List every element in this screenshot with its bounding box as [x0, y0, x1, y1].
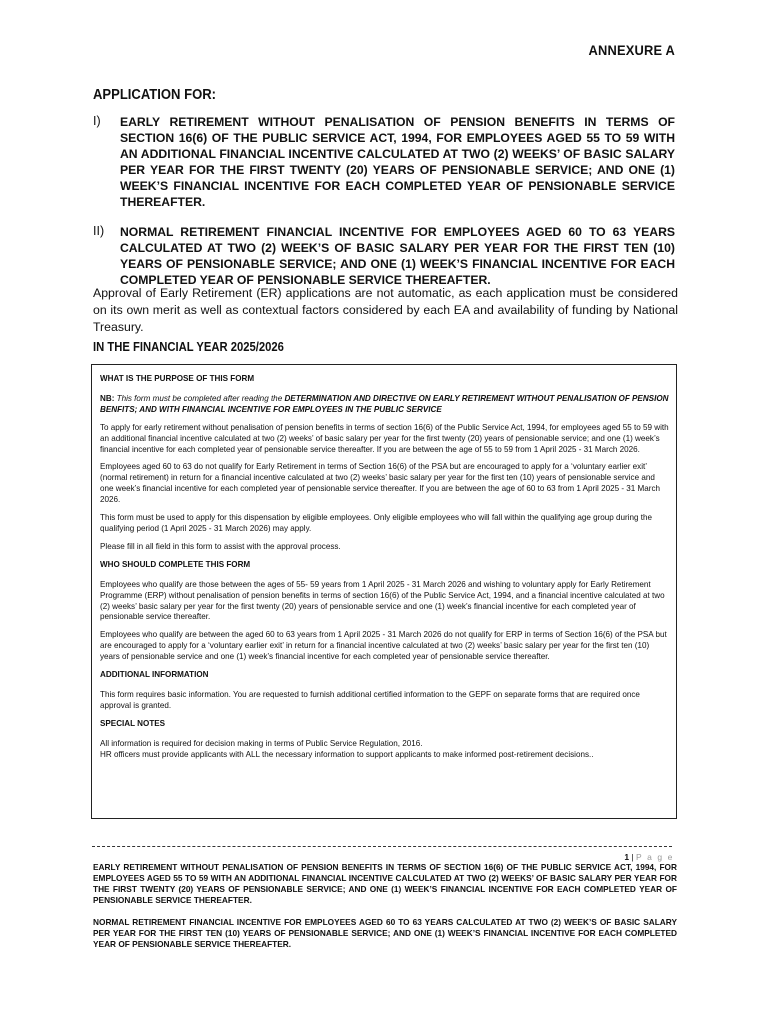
special-note-1: All information is required for decision making in terms of Public Service Regulation, 2016.	[100, 738, 423, 748]
who-paragraph-2: Employees who qualify are between the aged 60 to 63 years from 1 April 2025 - 31 March 2026 do not qualify for ERP in terms of Section 16(6) of the PSA but are encouraged to apply for a ‘voluntary earlier exit’ in return for a financial incentive calculated at two (2) weeks’ basic salary per year for the first ten (10) years of pensionable service and one (1) week’s financial incentive for each completed year of pensionable service thereafter.	[100, 630, 667, 662]
footer-paragraph-2: NORMAL RETIREMENT FINANCIAL INCENTIVE FOR EMPLOYEES AGED 60 TO 63 YEARS CALCULATED AT TWO (2) WEEK’S OF BASIC SALARY PER YEAR FOR THE FIRST TEN (10) YEARS OF PENSIONABLE SERVICE; AND ONE (1) WEEK’S FINANCIAL INCENTIVE FOR EACH COMPLETED YEAR OF PENSIONABLE SERVICE THEREAFTER.	[93, 917, 677, 949]
nb-text: This form must be completed after reading the	[114, 393, 285, 403]
page-number-value: 1	[624, 852, 630, 862]
item-number: II)	[93, 224, 105, 238]
form-purpose-box	[91, 364, 677, 819]
item-text: EARLY RETIREMENT WITHOUT PENALISATION OF PENSION BENEFITS IN TERMS OF SECTION 16(6) OF THE PUBLIC SERVICE ACT, 1994, FOR EMPLOYEES AGED 55 TO 59 WITH AN ADDITIONAL FINANCIAL INCENTIVE CALCULATED AT TWO (2) WEEKS’ OF BASIC SALARY PER YEAR FOR THE FIRST TWENTY (20) YEARS OF PENSIONABLE SERVICE; AND ONE (1) WEEK’S FINANCIAL INCENTIVE FOR EACH COMPLETED YEAR OF PENSIONABLE SERVICE THEREAFTER.	[120, 115, 675, 209]
purpose-heading: WHAT IS THE PURPOSE OF THIS FORM	[100, 374, 255, 383]
nb-emphasis: DETERMINATION AND DIRECTIVE ON EARLY RETIREMENT WITHOUT PENALISATION OF PENSION BENFITS; AND WITH FINANCIAL INCENTIVE FOR EMPLOYEES IN THE PUBLIC SERVICE	[100, 393, 669, 414]
footer-divider	[92, 846, 672, 847]
page-word: P a g e	[636, 852, 674, 862]
who-paragraph-1: Employees who qualify are those between the ages of 55- 59 years from 1 April 2025 - 31 March 2026 and wishing to voluntary apply for Early Retirement Programme (ERP) without penalisation of pension benefits in terms of section 16(6) of the Public Service Act, 1994, and a financial incentive calculated at two (2) weeks’ basic salary per year for the first twenty (20) years of pensionable service and one (1) week’s financial incentive for each completed year of pensionable service thereafter.	[100, 579, 665, 622]
purpose-paragraph-2: Employees aged 60 to 63 do not qualify for Early Retirement in terms of Section 16(6) of the PSA but are encouraged to apply for a ‘voluntary earlier exit’ (normal retirement) in return for a financial incentive calculated at two (2) weeks’ basic salary per year for the first ten (10) years of pensionable service and one week’s financial incentive for each completed year of pensionable service thereafter. If you are between the age of 60 to 63 from 1 April 2025 - 31 March 2026.	[100, 462, 661, 505]
approval-note: Approval of Early Retirement (ER) applications are not automatic, as each application must be considered on its own merit as well as contextual factors considered by each EA and availability of funding by National Treasury.	[93, 286, 678, 334]
page-number	[624, 852, 674, 862]
footer-text	[93, 862, 677, 961]
financial-year-heading: IN THE FINANCIAL YEAR 2025/2026	[93, 340, 284, 354]
application-item-normal-retirement	[93, 224, 675, 288]
purpose-paragraph-4: Please fill in all field in this form to assist with the approval process.	[100, 541, 341, 551]
nb-label: NB:	[100, 393, 115, 403]
item-number: I)	[93, 114, 101, 128]
application-heading: APPLICATION FOR:	[93, 87, 217, 103]
who-heading: WHO SHOULD COMPLETE THIS FORM	[100, 559, 251, 569]
purpose-paragraph-1: To apply for early retirement without penalisation of pension benefits in terms of section 16(6) of the Public Service Act, 1994, for employees aged 55 to 59 with an additional financial incentive calculated at two (2) weeks’ of basic salary per year for the first twenty (20) years of pensionable service; and one (1) week’s financial incentive for each completed year of pensionable service thereafter. If you are between the age of 55 to 59 from 1 April 2025 - 31 March 2026.	[100, 422, 669, 454]
footer-paragraph-1: EARLY RETIREMENT WITHOUT PENALISATION OF PENSION BENEFITS IN TERMS OF SECTION 16(6) OF THE PUBLIC SERVICE ACT, 1994, FOR EMPLOYEES AGED 55 TO 59 WITH AN ADDITIONAL FINANCIAL INCENTIVE CALCULATED AT TWO (2) WEEKS’ OF BASIC SALARY PER YEAR FOR THE FIRST TWENTY (20) YEARS OF PENSIONABLE SERVICE; AND ONE (1) WEEK’S FINANCIAL INCENTIVE FOR EACH COMPLETED YEAR OF PENSIONABLE SERVICE THEREAFTER.	[93, 862, 677, 905]
additional-heading: ADDITIONAL INFORMATION	[100, 670, 209, 680]
special-note-2: HR officers must provide applicants with ALL the necessary information to support applicants to make informed post-retirement decisions..	[100, 749, 594, 759]
item-text: NORMAL RETIREMENT FINANCIAL INCENTIVE FOR EMPLOYEES AGED 60 TO 63 YEARS CALCULATED AT TWO (2) WEEK’S OF BASIC SALARY PER YEAR FOR THE FIRST TEN (10) YEARS OF PENSIONABLE SERVICE; AND ONE (1) WEEK’S FINANCIAL INCENTIVE FOR EACH COMPLETED YEAR OF PENSIONABLE SERVICE THEREAFTER.	[120, 225, 675, 287]
annexure-label: ANNEXURE A	[588, 42, 675, 58]
purpose-paragraph-3: This form must be used to apply for this dispensation by eligible employees. Only eligible employees who will fall within the qualifying age group during the qualifying period (1 April 2025 - 31 March 2026) may apply.	[100, 513, 653, 533]
page-separator: |	[629, 852, 637, 862]
additional-paragraph: This form requires basic information. You are requested to furnish additional certified information to the GEPF on separate forms that are required once approval is granted.	[100, 689, 640, 710]
special-notes-heading: SPECIAL NOTES	[100, 718, 166, 728]
application-item-early-retirement	[93, 114, 675, 210]
application-items	[93, 114, 675, 302]
nb-note	[100, 394, 670, 416]
